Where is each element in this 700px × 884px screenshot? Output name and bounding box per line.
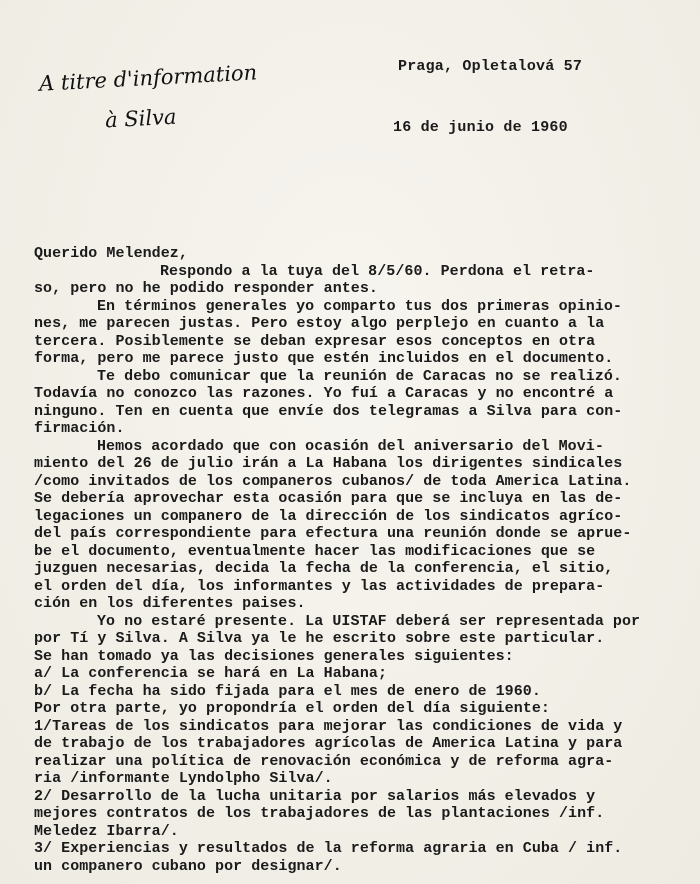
letter-line: realizar una política de renovación económica y de reforma agra- <box>34 752 614 770</box>
letter-line: nes, me parecen justas. Pero estoy algo perplejo en cuanto a la <box>34 315 605 332</box>
handwritten-annotation <box>38 52 262 143</box>
letter-line: Por otra parte, yo propondría el orden del día siguiente: <box>34 700 550 717</box>
letter-line: firmación. <box>34 420 125 437</box>
letter-line: Se debería aprovechar esta ocasión para que se incluya en las de- <box>34 490 623 507</box>
letter-line: forma, pero me parece justo que estén incluidos en el documento. <box>34 350 614 367</box>
letter-line: un companero cubano por designar/. <box>34 857 342 875</box>
letter-line: de trabajo de los trabajadores agrícolas de America Latina y para <box>34 735 623 752</box>
letter-line: miento del 26 de julio irán a La Habana los dirigentes sindicales <box>34 455 623 472</box>
letter-line: Hemos acordado que con ocasión del aniversario del Movi- <box>97 437 604 455</box>
letter-line: tercera. Posiblemente se deban expresar esos conceptos en otra <box>34 332 596 350</box>
letter-line: b/ La fecha ha sido fijada para el mes de enero de 1960. <box>34 682 541 700</box>
letter-line: 3/ Experiencias y resultados de la reforma agraria en Cuba / inf. <box>34 840 623 857</box>
letter-line: el orden del día, los informantes y las actividades de prepara- <box>34 577 605 595</box>
letter-line: Te debo comunicar que la reunión de Caracas no se realizó. <box>97 367 622 385</box>
letter-line: ción en los diferentes paises. <box>34 595 306 612</box>
letter-line: por Tí y Silva. A Silva ya le he escrito sobre este particular. <box>34 630 605 647</box>
letter-line: En términos generales yo comparto tus dos primeras opinio- <box>97 297 622 315</box>
letter-line: Todavía no conozco las razones. Yo fuí a Caracas y no encontré a <box>34 385 614 402</box>
letter-line: /como invitados de los companeros cubanos/ de toda America Latina. <box>34 472 632 490</box>
letter-line: be el documento, eventualmente hacer las modificaciones que se <box>34 542 596 560</box>
letter-line: Meledez Ibarra/. <box>34 822 179 840</box>
letter-line: Respondo a la tuya del 8/5/60. Perdona el retra- <box>160 262 595 280</box>
letter-line: so, pero no he podido responder antes. <box>34 280 378 297</box>
handwritten-line-2: à Silva <box>104 104 178 133</box>
handwritten-line-1: A titre d'information <box>38 60 258 96</box>
letter-body <box>34 245 698 875</box>
letter-line: juzguen necesarias, decida la fecha de la conferencia, el sitio, <box>34 560 614 577</box>
letter-line: legaciones un companero de la dirección de los sindicatos agríco- <box>34 507 623 525</box>
letter-line: Se han tomado ya las decisiones generales siguientes: <box>34 647 514 665</box>
letter-line: Querido Melendez, <box>34 245 188 262</box>
letter-line: del país correspondiente para efectura una reunión donde se aprue- <box>34 525 632 542</box>
letter-line: 2/ Desarrollo de la lucha unitaria por salarios más elevados y <box>34 787 596 805</box>
sender-address: Praga, Opletalová 57 <box>398 58 583 75</box>
letter-line: a/ La conferencia se hará en La Habana; <box>34 665 388 682</box>
letter-line: 1/Tareas de los sindicatos para mejorar las condiciones de vida y <box>34 717 623 735</box>
letter-line: mejores contratos de los trabajadores de las plantaciones /inf. <box>34 805 605 822</box>
letter-line: Yo no estaré presente. La UISTAF deberá ser representada por <box>97 612 641 630</box>
letter-line: ninguno. Ten en cuenta que envíe dos telegramas a Silva para con- <box>34 402 623 420</box>
letter-line: ria /informante Lyndolpho Silva/. <box>34 770 333 787</box>
letter-date: 16 de junio de 1960 <box>393 119 568 136</box>
